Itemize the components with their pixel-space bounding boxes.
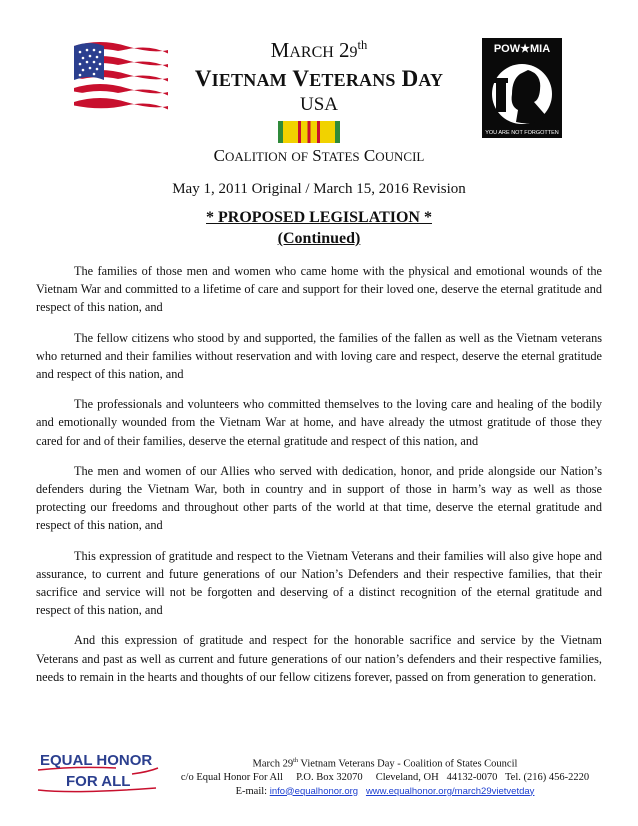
powmia-bottom-text: YOU ARE NOT FORGOTTEN	[485, 130, 559, 136]
vietnam-service-ribbon	[278, 121, 340, 143]
website-link[interactable]: www.equalhonor.org/march29vietvetday	[365, 785, 535, 797]
paragraph: The fellow citizens who stood by and supported, the families of the fallen as well as the Vietnam veterans who returned and their families without reservation and with loving care and respect, deserve the eternal gratitude and respect of this nation, and	[36, 330, 602, 382]
country-title: USA	[299, 94, 338, 115]
paragraph: The professionals and volunteers who committed themselves to the loving care and healing of the bodily and emotionally wounded from the Vietnam War at home, and have already the utmost gratitude of those they cared for and of their families, deserve the eternal gratitude and respect of this nation, and	[36, 397, 602, 448]
equal-honor-logo	[36, 748, 160, 796]
event-title: VIETNAM VETERANS DAY	[194, 66, 444, 91]
body-text	[36, 262, 602, 698]
footer-line1: March 29th Vietnam Veterans Day - Coalition of States Council	[252, 757, 518, 770]
paragraph: And this expression of gratitude and respect for the honorable sacrifice and service by the Vietnam Veterans and past as well as current and future generations of our nation’s defenders and their respective families, needs to remain in the hearts and thoughts of our fellow citizens forever, passed on from generation to generation.	[36, 633, 602, 684]
paragraph: The families of those men and women who came home with the physical and emotional wounds of the Vietnam War and committed to a lifetime of care and support for their loved one, deserve the eternal gratitude and respect of this nation, and	[36, 264, 602, 315]
logo-line1: EQUAL HONOR	[40, 752, 153, 769]
council-name: COALITION OF STATES COUNCIL	[213, 146, 425, 165]
paragraph: The men and women of our Allies who served with dedication, honor, and pride alongside our Nation’s defenders during the Vietnam War, both in country and in support of those in harm’s way as well as those protecting our freedoms and throughout other parts of the world at that time, deserve the eternal gratitude and respect of this nation, and	[36, 463, 602, 533]
footer-contact: E-mail: info@equalhonor.org www.equalhonor.org/march29vietvetday	[235, 785, 535, 797]
email-link[interactable]: info@equalhonor.org	[269, 785, 359, 797]
revision-dates: May 1, 2011 Original / March 15, 2016 Revision	[172, 181, 466, 197]
proposed-legislation-heading: * PROPOSED LEGISLATION *	[206, 209, 432, 226]
date-title: MARCH 29th	[270, 38, 368, 62]
footer-address: c/o Equal Honor For All P.O. Box 32070 Cleveland, OH 44132-0070 Tel. (216) 456-2220	[180, 772, 590, 783]
powmia-top-text: POW★MIA	[493, 43, 551, 55]
continued-heading: (Continued)	[277, 230, 361, 247]
logo-line2: FOR ALL	[66, 773, 131, 790]
paragraph: This expression of gratitude and respect to the Vietnam Veterans and their families will also give hope and assurance, to current and future generations of our Nation’s Defenders and their respective families, that their sacrifice and service will not be forgotten and deserving of a distinct recognition of the eternal gratitude and respect of this nation, and	[36, 548, 602, 618]
footer	[150, 754, 620, 798]
